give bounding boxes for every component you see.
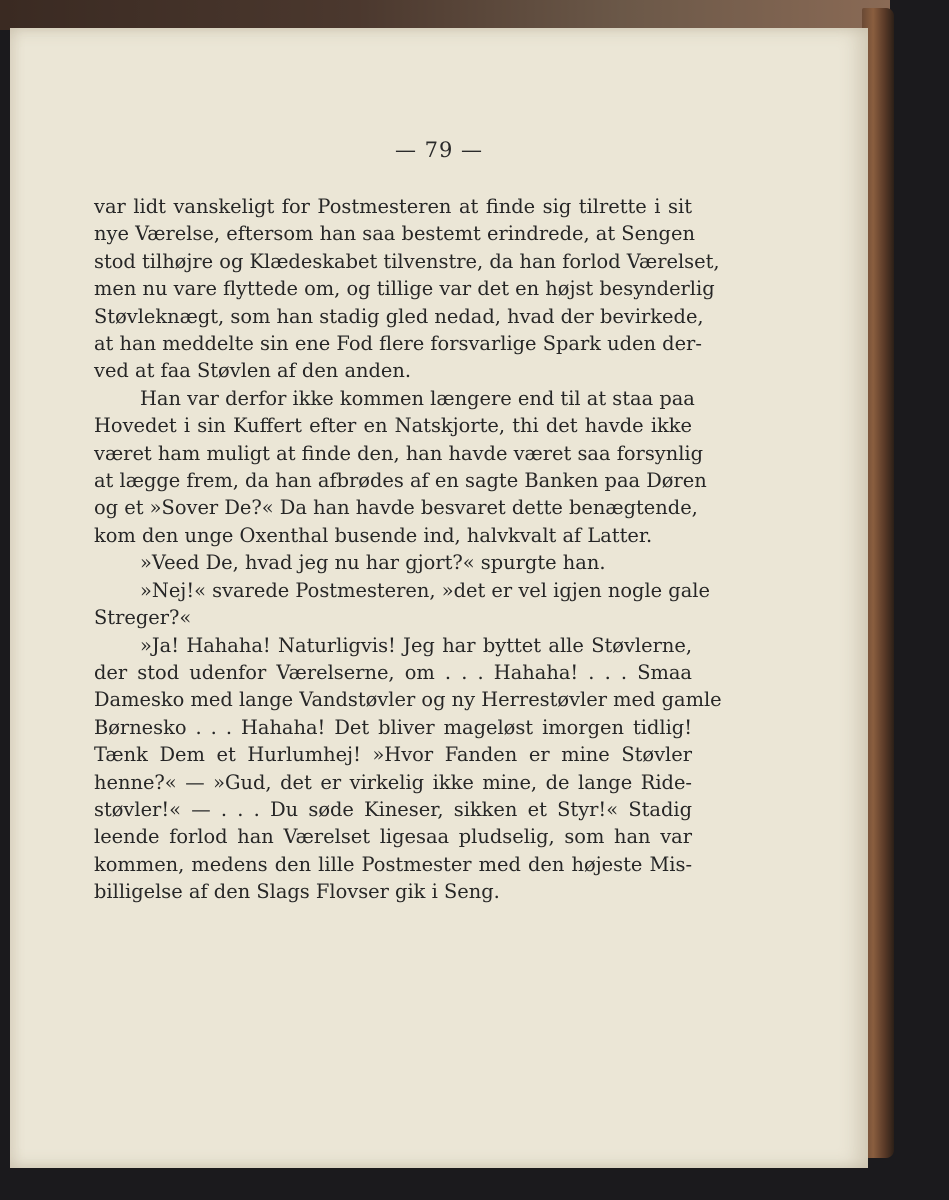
text-line: »Ja! Hahaha! Naturligvis! Jeg har byttet alle Støvlerne, — [140, 633, 692, 657]
page-number: — 79 — — [394, 138, 484, 162]
book-page — [10, 28, 868, 1168]
text-line: kommen, medens den lille Postmester med den højeste Mis- — [94, 852, 692, 876]
text-line: nye Værelse, eftersom han saa bestemt erindrede, at Sengen — [94, 222, 695, 246]
text-line: at han meddelte sin ene Fod flere forsvarlige Spark uden der- — [94, 332, 702, 356]
text-line: billigelse af den Slags Flovser gik i Seng. — [94, 880, 500, 904]
text-line: Streger?« — [94, 606, 192, 630]
text-line: Børnesko . . . Hahaha! Det bliver mageløst imorgen tidlig! — [94, 715, 692, 739]
text-line: Han var derfor ikke kommen længere end til at staa paa — [140, 386, 695, 410]
text-line: Støvleknægt, som han stadig gled nedad, hvad der bevirkede, — [94, 304, 704, 328]
text-line: der stod udenfor Værelserne, om . . . Hahaha! . . . Smaa — [94, 660, 692, 684]
text-line: og et »Sover De?« Da han havde besvaret dette benægtende, — [94, 496, 698, 520]
text-line: henne?« — »Gud, det er virkelig ikke mine, de lange Ride- — [94, 770, 692, 794]
text-line: Hovedet i sin Kuffert efter en Natskjorte, thi det havde ikke — [94, 414, 692, 438]
text-line: »Nej!« svarede Postmesteren, »det er vel igjen nogle gale — [140, 578, 710, 602]
text-line: at lægge frem, da han afbrødes af en sagte Banken paa Døren — [94, 469, 707, 493]
body-text — [94, 193, 722, 906]
text-line: men nu vare flyttede om, og tillige var det en højst besynderlig — [94, 277, 715, 301]
text-line: var lidt vanskeligt for Postmesteren at finde sig tilrette i sit — [94, 195, 692, 218]
text-line: stod tilhøjre og Klædeskabet tilvenstre, da han forlod Værelset, — [94, 249, 720, 273]
text-line: Tænk Dem et Hurlumhej! »Hvor Fanden er mine Støvler — [94, 743, 692, 767]
text-line: Damesko med lange Vandstøvler og ny Herrestøvler med gamle — [94, 688, 722, 712]
text-line: leende forlod han Værelset ligesaa pludselig, som han var — [94, 825, 692, 849]
text-line: støvler!« — . . . Du søde Kineser, sikken et Styr!« Stadig — [94, 797, 692, 821]
text-line: kom den unge Oxenthal busende ind, halvkvalt af Latter. — [94, 523, 653, 547]
text-line: »Veed De, hvad jeg nu har gjort?« spurgte han. — [140, 551, 606, 575]
text-line: været ham muligt at finde den, han havde været saa forsynlig — [94, 441, 704, 465]
book-cover-top-edge — [0, 0, 890, 30]
text-line: ved at faa Støvlen af den anden. — [94, 359, 412, 383]
